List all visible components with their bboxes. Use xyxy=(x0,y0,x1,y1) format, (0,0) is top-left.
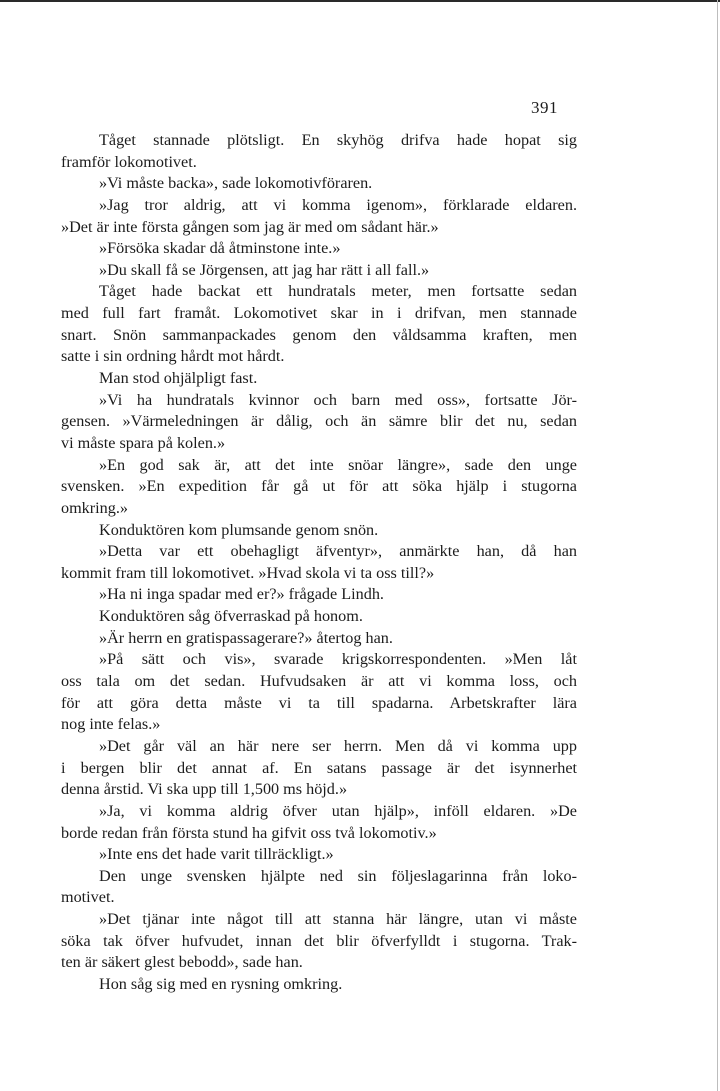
text-line: Tåget stannade plötsligt. En skyhög drifva hade hopat sig xyxy=(99,131,577,149)
text-line: svensken. »En expedition får gå ut för att söka hjälp i stugorna xyxy=(61,477,577,496)
text-line: kommit fram till lokomotivet. »Hvad skola vi ta oss till?» xyxy=(61,563,435,582)
text-line: »Det är inte första gången som jag är med om sådant här.» xyxy=(61,217,439,236)
text-line: »Vi måste backa», sade lokomotivföraren. xyxy=(99,174,373,193)
text-line: vi måste spara på kolen.» xyxy=(61,433,226,452)
text-line: denna årstid. Vi ska upp till 1,500 ms höjd.» xyxy=(61,780,348,799)
text-line: Man stod ohjälpligt fast. xyxy=(99,369,258,388)
text-line: Tåget hade backat ett hundratals meter, men fortsatte sedan xyxy=(99,282,577,301)
text-line: nog inte felas.» xyxy=(61,715,161,734)
text-line: motivet. xyxy=(61,888,115,907)
text-line: »Vi ha hundratals kvinnor och barn med oss», fortsatte Jör- xyxy=(99,390,577,409)
text-line: »En god sak är, att det inte snöar längre», sade den unge xyxy=(99,455,577,474)
text-line: snart. Snön sammanpackades genom den våldsamma kraften, men xyxy=(61,325,577,344)
text-line: i bergen blir det annat af. En satans passage är det isynnerhet xyxy=(61,758,577,777)
text-line: framför lokomotivet. xyxy=(61,152,197,171)
page-number: 391 xyxy=(531,98,558,117)
text-line: med full fart framåt. Lokomotivet skar in i drifvan, men stannade xyxy=(61,304,577,323)
body-text xyxy=(61,130,577,996)
text-line: »Jag tror aldrig, att vi komma igenom», förklarade eldaren. xyxy=(99,195,577,214)
text-line: »Du skall få se Jörgensen, att jag har rätt i all fall.» xyxy=(99,260,430,279)
text-line: gensen. »Värmeledningen är dålig, och än sämre blir det nu, sedan xyxy=(61,412,577,431)
text-line: Konduktören såg öfverraskad på honom. xyxy=(99,607,363,626)
text-line: »På sätt och vis», svarade krigskorrespondenten. »Men låt xyxy=(99,650,577,669)
text-line: »Ha ni inga spadar med er?» frågade Lindh. xyxy=(99,585,384,604)
text-line: »Inte ens det hade varit tillräckligt.» xyxy=(99,845,334,864)
text-line: satte i sin ordning hårdt mot hårdt. xyxy=(61,347,285,366)
text-line: för att göra detta måste vi ta till spadarna. Arbetskrafter lära xyxy=(61,693,577,712)
text-line: borde redan från första stund ha gifvit oss två lokomotiv.» xyxy=(61,823,437,842)
text-line: oss tala om det sedan. Hufvudsaken är att vi komma loss, och xyxy=(61,672,577,691)
text-line: »Det går väl an här nere ser herrn. Men då vi komma upp xyxy=(99,736,577,755)
text-line: »Ja, vi komma aldrig öfver utan hjälp», inföll eldaren. »De xyxy=(99,801,577,820)
text-line: »Är herrn en gratispassagerare?» återtog han. xyxy=(99,628,393,647)
text-line: Konduktören kom plumsande genom snön. xyxy=(99,520,379,539)
scan-top-border xyxy=(0,0,720,2)
text-line: Hon såg sig med en rysning omkring. xyxy=(99,974,343,993)
scan-right-border xyxy=(717,0,718,1091)
text-line: omkring.» xyxy=(61,498,128,517)
text-line: »Försöka skadar då åtminstone inte.» xyxy=(99,239,341,258)
text-line: »Detta var ett obehagligt äfventyr», anmärkte han, då han xyxy=(99,542,577,561)
text-line: söka tak öfver hufvudet, innan det blir öfverfylldt i stugorna. Trak- xyxy=(61,931,577,950)
text-line: ten är säkert glest bebodd», sade han. xyxy=(61,953,303,972)
text-line: Den unge svensken hjälpte ned sin följeslagarinna från loko- xyxy=(99,866,577,885)
text-line: »Det tjänar inte något till att stanna här längre, utan vi måste xyxy=(99,910,577,929)
